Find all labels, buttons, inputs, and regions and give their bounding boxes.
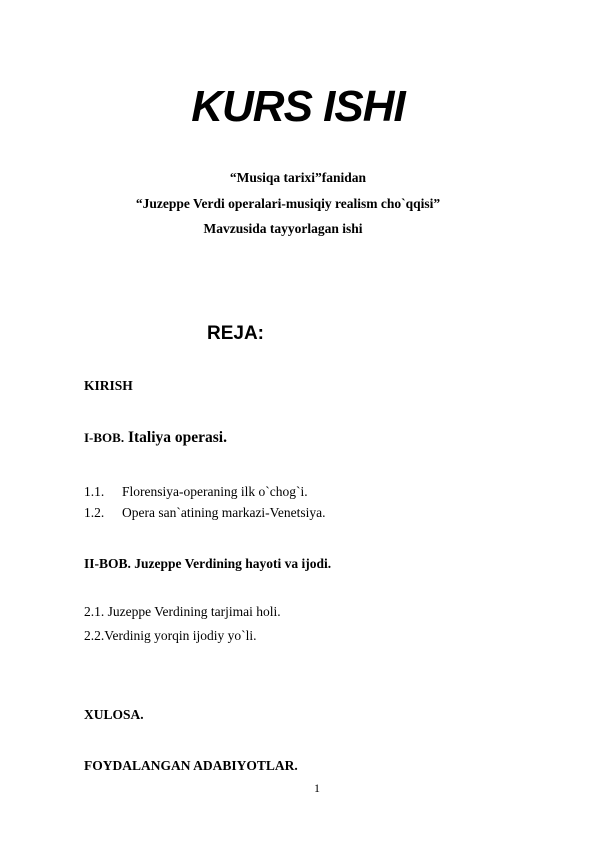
chapter1-heading (84, 429, 227, 447)
chapter1-prefix: I-BOB. (84, 430, 125, 445)
item-number: 1.2. (84, 505, 105, 520)
conclusion-heading: XULOSA. (84, 707, 144, 722)
plan-heading: REJA: (207, 323, 265, 344)
list-item: 2.2.Verdinig yorqin ijodiy yo`li. (84, 628, 257, 643)
item-text: Florensiya-operaning ilk o`chog`i. (122, 484, 308, 499)
document-title: KURS ISHI (191, 82, 405, 131)
list-item (84, 505, 326, 521)
list-item: 2.1. Juzeppe Verdining tarjimai holi. (84, 604, 281, 619)
chapter1-title: Italiya operasi. (124, 429, 227, 446)
subject-line: “Musiqa tarixi”fanidan (229, 170, 367, 185)
item-number: 1.1. (84, 484, 105, 499)
topic-line: “Juzeppe Verdi operalari-musiqiy realism cho`qqisi” (135, 196, 441, 211)
references-heading: FOYDALANGAN ADABIYOTLAR. (84, 758, 298, 773)
item-text: Opera san`atining markazi-Venetsiya. (122, 505, 326, 520)
chapter2-heading: II-BOB. Juzeppe Verdining hayoti va ijodi. (84, 556, 332, 571)
intro-heading: KIRISH (84, 378, 133, 393)
prepared-line: Mavzusida tayyorlagan ishi (203, 221, 363, 236)
page-number: 1 (314, 781, 320, 795)
list-item (84, 484, 308, 500)
